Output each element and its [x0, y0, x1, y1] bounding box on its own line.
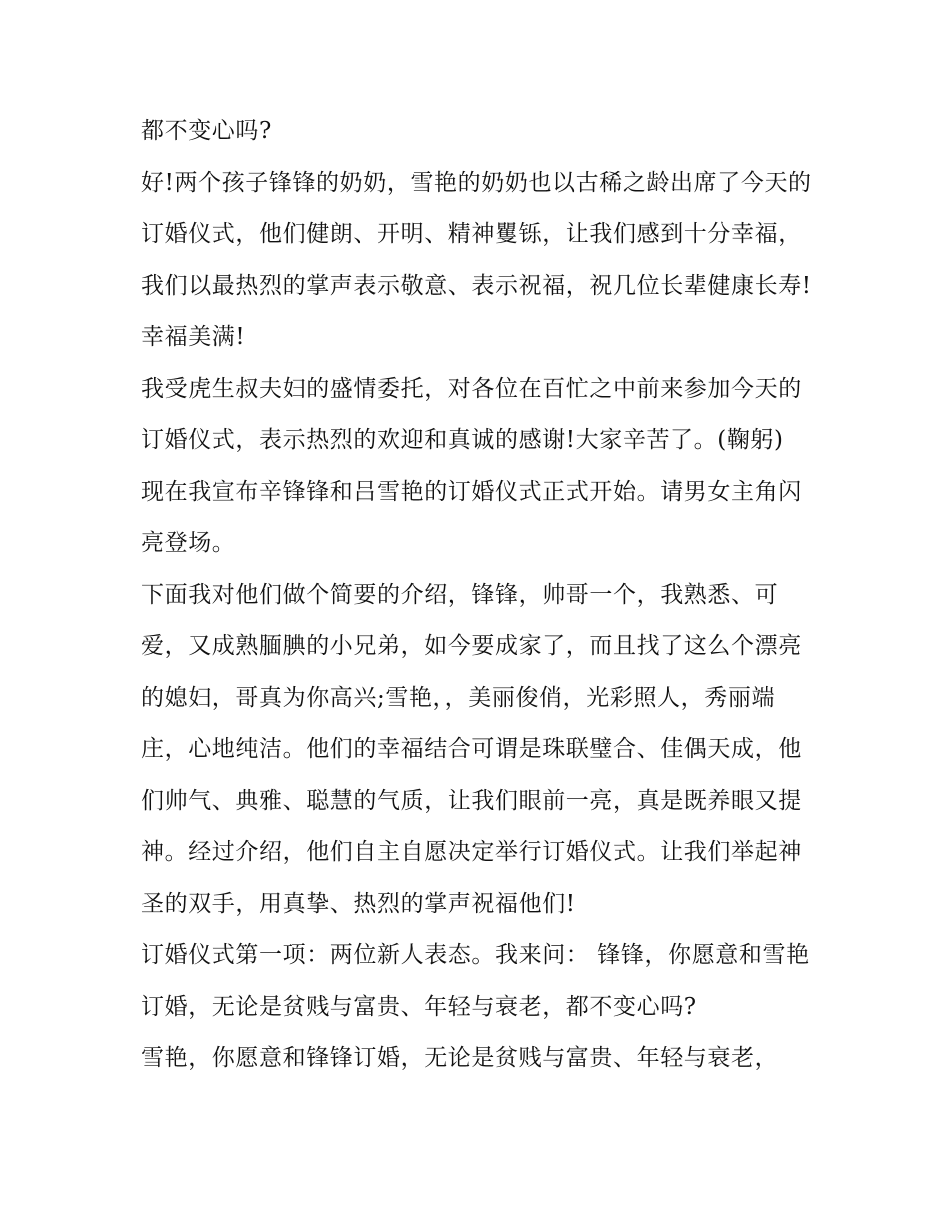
- document-body: [141, 106, 813, 1085]
- paragraph-1: 都不变心吗?: [141, 118, 272, 144]
- paragraph-7: 雪艳，你愿意和锋锋订婚，无论是贫贱与富贵、年轻与衰老，: [141, 1045, 779, 1071]
- paragraph-3: 我受虎生叔夫妇的盛情委托，对各位在百忙之中前来参加今天的订婚仪式，表示热烈的欢迎和真诚的感谢!大家辛苦了。(鞠躬): [141, 375, 802, 453]
- paragraph-2: 好!两个孩子锋锋的奶奶，雪艳的奶奶也以古稀之龄出席了今天的订婚仪式，他们健朗、开明、精神矍铄，让我们感到十分幸福，我们以最热烈的掌声表示敬意、表示祝福，祝几位长辈健康长寿!幸福美满!: [141, 169, 812, 350]
- paragraph-5: 下面我对他们做个简要的介绍，锋锋，帅哥一个，我熟悉、可爱，又成熟腼腆的小兄弟，如今要成家了，而且找了这么个漂亮的媳妇，哥真为你高兴;雪艳，，美丽俊俏，光彩照人，秀丽端庄，心地纯洁。他们的幸福结合可谓是珠联璧合、佳偶天成，他们帅气、典雅、聪慧的气质，让我们眼前一亮，真是既养眼又提神。经过介绍，他们自主自愿决定举行订婚仪式。让我们举起神圣的双手，用真挚、热烈的掌声祝福他们!: [141, 581, 802, 917]
- paragraph-6: 订婚仪式第一项：两位新人表态。我来问： 锋锋，你愿意和雪艳订婚，无论是贫贱与富贵、年轻与衰老，都不变心吗?: [141, 942, 810, 1020]
- paragraph-4: 现在我宣布辛锋锋和吕雪艳的订婚仪式正式开始。请男女主角闪亮登场。: [141, 478, 802, 556]
